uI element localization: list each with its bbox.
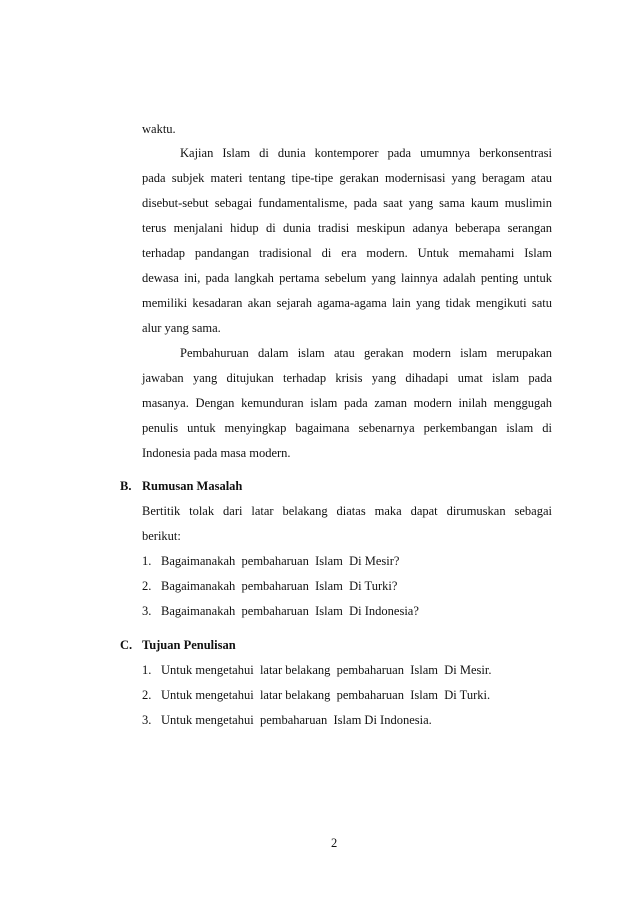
section-b-para-line-2: berikut: — [142, 529, 181, 543]
section-c-item-2-number: 2. — [142, 688, 152, 702]
section-c-item-1-text: Untuk mengetahui latar belakang pembaharuan Islam Di Mesir. — [161, 663, 492, 677]
para1-line-6: dewasa ini, pada langkah pertama sebelum yang lainnya adalah penting untuk — [142, 271, 552, 285]
section-c-item-3-text: Untuk mengetahui pembaharuan Islam Di Indonesia. — [161, 713, 432, 727]
para1-line-5: terhadap pandangan tradisional di era modern. Untuk memahami Islam — [142, 246, 552, 260]
para1-line-8: alur yang sama. — [142, 321, 221, 335]
para1-line-2: pada subjek materi tentang tipe-tipe gerakan modernisasi yang beragam atau — [142, 171, 552, 185]
section-b-item-3-text: Bagaimanakah pembaharuan Islam Di Indonesia? — [161, 604, 419, 618]
section-b-item-3-number: 3. — [142, 604, 152, 618]
para1-line-7: memiliki kesadaran akan sejarah agama-agama lain yang tidak mengikuti satu — [142, 296, 552, 310]
section-b-item-2-text: Bagaimanakah pembaharuan Islam Di Turki? — [161, 579, 398, 593]
section-b-para-line-1: Bertitik tolak dari latar belakang diatas maka dapat dirumuskan sebagai — [142, 504, 552, 518]
para1-line-3: disebut-sebut sebagai fundamentalisme, pada saat yang sama kaum muslimin — [142, 196, 552, 210]
para2-line-2: jawaban yang ditujukan terhadap krisis yang dihadapi umat islam pada — [142, 371, 552, 385]
section-b-item-1-text: Bagaimanakah pembaharuan Islam Di Mesir? — [161, 554, 400, 568]
section-c-item-1-number: 1. — [142, 663, 152, 677]
section-c-item-3-number: 3. — [142, 713, 152, 727]
section-b-item-2-number: 2. — [142, 579, 152, 593]
para2-line-1: Pembahuruan dalam islam atau gerakan modern islam merupakan — [180, 346, 552, 360]
section-b-letter: B. — [120, 479, 132, 493]
page-number: 2 — [331, 836, 338, 850]
para2-line-5: Indonesia pada masa modern. — [142, 446, 291, 460]
para1-line-4: terus menjalani hidup di dunia tradisi meskipun adanya beberapa serangan — [142, 221, 552, 235]
para2-line-4: penulis untuk menyingkap bagaimana sebenarnya perkembangan islam di — [142, 421, 552, 435]
section-b-title: Rumusan Masalah — [142, 479, 243, 493]
para2-line-3: masanya. Dengan kemunduran islam pada zaman modern inilah menggugah — [142, 396, 552, 410]
carry-over-line: waktu. — [142, 122, 176, 136]
section-c-letter: C. — [120, 638, 133, 652]
para1-line-1: Kajian Islam di dunia kontemporer pada umumnya berkonsentrasi — [180, 146, 552, 160]
section-c-item-2-text: Untuk mengetahui latar belakang pembaharuan Islam Di Turki. — [161, 688, 491, 702]
section-b-item-1-number: 1. — [142, 554, 152, 568]
section-c-title: Tujuan Penulisan — [142, 638, 236, 652]
